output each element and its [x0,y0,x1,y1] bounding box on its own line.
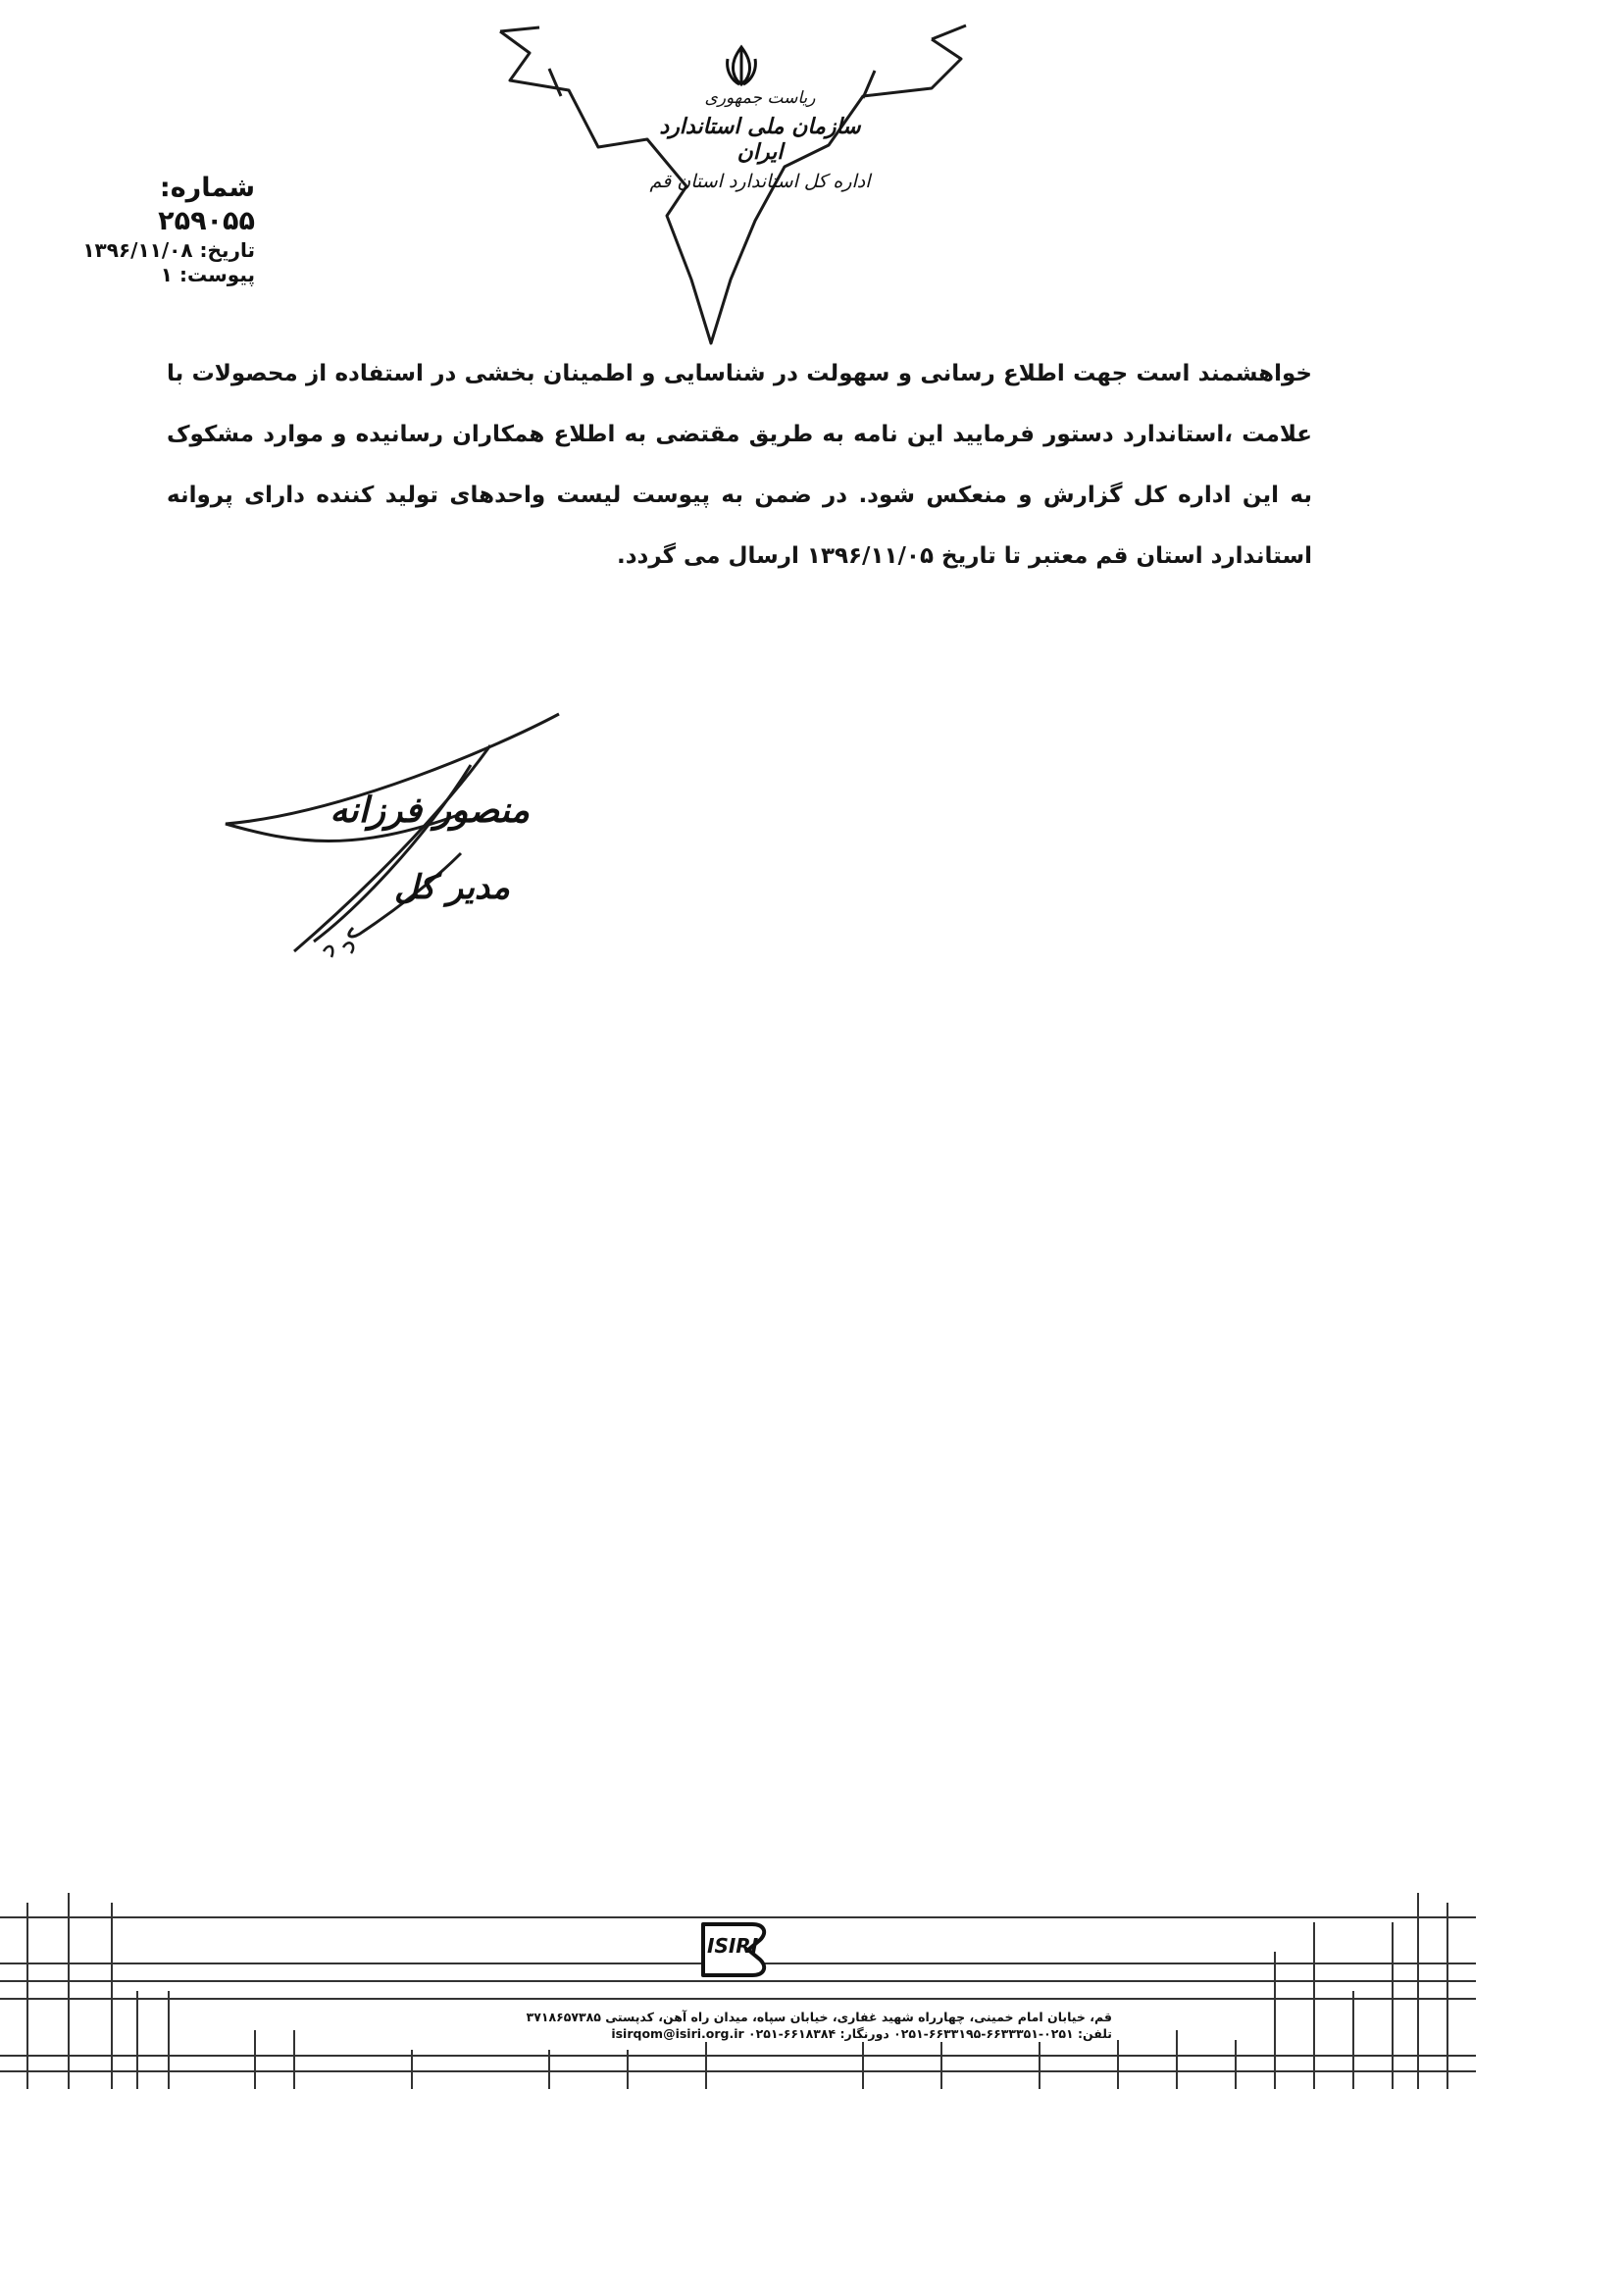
signatory-name: منصور فرزانه [330,790,530,831]
letter-date: تاریخ: ۱۳۹۶/۱۱/۰۸ [82,237,255,262]
letter-attachment: پیوست: ۱ [160,262,255,286]
letter-body: خواهشمند است جهت اطلاع رسانی و سهولت در شناسایی و اطمینان بخشی در استفاده از محصولات با علامت ،استاندارد دستور فرمایید این نامه به طریق مقتضی به اطلاع همکاران رسانیده و موارد مشکوک به این اداره کل گزارش و منعکس شود. در ضمن به پیوست لیست واحدهای تولید کننده دارای پروانه استاندارد استان قم معتبر تا تاریخ ۱۳۹۶/۱۱/۰۵ ارسال می گردد. [167,361,1312,569]
contact-line: تلفن: ۰۲۵۱-۶۶۳۳۳۵۱-۶۶۳۳۱۹۵-۰۲۵۱ دورنگار: ۶۶۱۸۳۸۴-۰۲۵۱ isirqom@isiri.org.ir [611,2026,1112,2041]
letterhead-footer [0,1893,1481,2089]
signature-scribble [206,706,579,971]
signature-block [206,706,579,971]
emblem-line-office: اداره کل استاندارد استان قم [649,171,871,192]
emblem-text [637,88,883,192]
emblem-line-organization: سازمان ملی استاندارد ایران [659,114,861,165]
letter-number: شماره: ۲۵۹۰۵۵ [158,173,255,236]
logo-text: ISIRI [707,1934,759,1958]
isiri-logo-icon [689,1914,778,1983]
letter-meta [59,172,255,287]
office-address [412,2009,1116,2042]
iran-emblem-icon [722,43,761,88]
signatory-title: مدیر کل [393,868,510,907]
address-line: قم، خیابان امام خمینی، چهارراه شهید غفاری، خیابان سپاه، میدان راه آهن، کدپستی ۳۷۱۸۶۵۷۳۸۵ [526,2010,1112,2024]
emblem-line-presidency: ریاست جمهوری [704,88,816,108]
